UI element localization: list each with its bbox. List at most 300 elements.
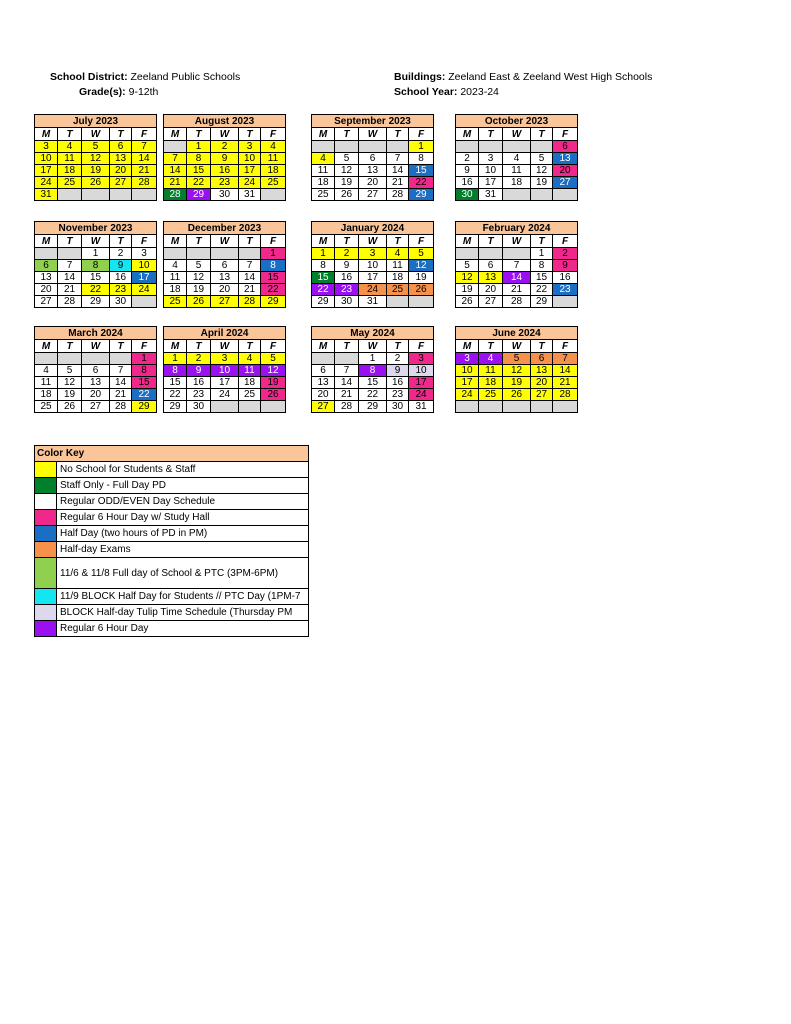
day-cell: 14 [132, 153, 157, 165]
weekday-header: T [110, 340, 132, 353]
month-title: January 2024 [312, 222, 434, 235]
day-cell: 18 [35, 389, 58, 401]
day-cell: 17 [456, 377, 479, 389]
weekday-header: F [409, 235, 434, 248]
day-cell: 9 [335, 260, 359, 272]
day-cell: 1 [132, 353, 157, 365]
color-swatch [35, 494, 57, 510]
month-calendar [455, 326, 578, 413]
day-cell: 8 [187, 153, 211, 165]
day-cell: 5 [503, 353, 531, 365]
day-cell [387, 141, 409, 153]
weekday-header: M [35, 340, 58, 353]
day-cell: 3 [132, 248, 157, 260]
day-cell [110, 353, 132, 365]
day-cell [553, 401, 578, 413]
day-cell: 25 [35, 401, 58, 413]
day-cell: 4 [312, 153, 335, 165]
day-cell: 5 [531, 153, 553, 165]
day-cell: 11 [164, 272, 187, 284]
day-cell: 30 [387, 401, 409, 413]
weekday-header: T [335, 340, 359, 353]
day-cell: 29 [531, 296, 553, 308]
day-cell: 18 [312, 177, 335, 189]
day-cell: 10 [239, 153, 261, 165]
day-cell: 21 [164, 177, 187, 189]
day-cell: 14 [503, 272, 531, 284]
day-cell: 13 [312, 377, 335, 389]
day-cell [35, 248, 58, 260]
day-cell: 14 [335, 377, 359, 389]
month-title: December 2023 [164, 222, 286, 235]
day-cell: 1 [82, 248, 110, 260]
color-key-label: Regular 6 Hour Day w/ Study Hall [57, 510, 309, 526]
grades-label: Grade(s): [79, 86, 126, 98]
day-cell [187, 248, 211, 260]
day-cell: 22 [187, 177, 211, 189]
day-cell: 9 [387, 365, 409, 377]
day-cell: 30 [110, 296, 132, 308]
day-cell: 21 [335, 389, 359, 401]
day-cell: 26 [58, 401, 82, 413]
day-cell: 11 [261, 153, 286, 165]
weekday-header: F [553, 235, 578, 248]
day-cell: 9 [187, 365, 211, 377]
day-cell: 8 [261, 260, 286, 272]
color-key-label: Regular 6 Hour Day [57, 621, 309, 637]
buildings-value: Zeeland East & Zeeland West High Schools [448, 71, 653, 83]
day-cell: 2 [335, 248, 359, 260]
month-title: May 2024 [312, 327, 434, 340]
day-cell: 6 [479, 260, 503, 272]
day-cell: 19 [409, 272, 434, 284]
day-cell [58, 248, 82, 260]
color-swatch [35, 526, 57, 542]
color-key-row [35, 621, 309, 637]
weekday-header: M [312, 340, 335, 353]
color-key-label: 11/9 BLOCK Half Day for Students // PTC Day (1PM-7 [57, 589, 309, 605]
day-cell: 2 [387, 353, 409, 365]
day-cell: 3 [409, 353, 434, 365]
day-cell: 20 [531, 377, 553, 389]
day-cell: 1 [359, 353, 387, 365]
weekday-header: T [239, 128, 261, 141]
day-cell: 17 [479, 177, 503, 189]
day-cell [553, 189, 578, 201]
buildings-label: Buildings: [394, 71, 446, 83]
color-key-label: Staff Only - Full Day PD [57, 478, 309, 494]
day-cell: 30 [456, 189, 479, 201]
day-cell: 26 [335, 189, 359, 201]
day-cell: 24 [456, 389, 479, 401]
day-cell: 18 [164, 284, 187, 296]
day-cell: 14 [58, 272, 82, 284]
day-cell: 3 [456, 353, 479, 365]
day-cell [211, 248, 239, 260]
day-cell: 24 [35, 177, 58, 189]
day-cell: 6 [359, 153, 387, 165]
day-cell: 14 [387, 165, 409, 177]
weekday-header: T [479, 340, 503, 353]
day-cell: 29 [359, 401, 387, 413]
day-cell: 27 [531, 389, 553, 401]
day-cell: 4 [503, 153, 531, 165]
month-title: April 2024 [164, 327, 286, 340]
color-key-label: No School for Students & Staff [57, 462, 309, 478]
day-cell: 8 [409, 153, 434, 165]
day-cell: 25 [312, 189, 335, 201]
weekday-header: T [387, 235, 409, 248]
month-calendar [34, 114, 157, 201]
day-cell [58, 353, 82, 365]
month-calendar [311, 221, 434, 308]
day-cell [553, 296, 578, 308]
day-cell: 28 [335, 401, 359, 413]
weekday-header: W [359, 128, 387, 141]
weekday-header: T [187, 340, 211, 353]
day-cell: 22 [132, 389, 157, 401]
weekday-header: W [503, 128, 531, 141]
day-cell: 6 [110, 141, 132, 153]
color-key-label: Half-day Exams [57, 542, 309, 558]
color-swatch [35, 542, 57, 558]
weekday-header: W [211, 340, 239, 353]
day-cell: 13 [479, 272, 503, 284]
day-cell: 27 [211, 296, 239, 308]
day-cell: 20 [312, 389, 335, 401]
weekday-header: T [110, 235, 132, 248]
day-cell: 1 [164, 353, 187, 365]
color-key-row [35, 589, 309, 605]
day-cell [479, 401, 503, 413]
day-cell: 8 [531, 260, 553, 272]
day-cell: 27 [359, 189, 387, 201]
day-cell: 30 [211, 189, 239, 201]
day-cell [335, 353, 359, 365]
day-cell: 12 [187, 272, 211, 284]
day-cell: 20 [211, 284, 239, 296]
month-title: June 2024 [456, 327, 578, 340]
day-cell: 15 [312, 272, 335, 284]
day-cell [35, 353, 58, 365]
color-swatch [35, 510, 57, 526]
month-calendar [311, 114, 434, 201]
day-cell: 31 [409, 401, 434, 413]
weekday-header: W [359, 340, 387, 353]
color-swatch [35, 605, 57, 621]
day-cell: 25 [387, 284, 409, 296]
day-cell: 6 [553, 141, 578, 153]
day-cell: 21 [503, 284, 531, 296]
day-cell: 16 [387, 377, 409, 389]
day-cell: 28 [110, 401, 132, 413]
color-key-label: Half Day (two hours of PD in PM) [57, 526, 309, 542]
school-year-value: 2023-24 [460, 86, 499, 98]
day-cell: 24 [359, 284, 387, 296]
day-cell: 20 [82, 389, 110, 401]
day-cell: 24 [239, 177, 261, 189]
day-cell [479, 248, 503, 260]
day-cell: 21 [239, 284, 261, 296]
day-cell: 13 [35, 272, 58, 284]
day-cell: 25 [58, 177, 82, 189]
day-cell: 10 [211, 365, 239, 377]
day-cell: 21 [58, 284, 82, 296]
day-cell [132, 189, 157, 201]
weekday-header: M [456, 128, 479, 141]
color-swatch [35, 462, 57, 478]
day-cell: 15 [132, 377, 157, 389]
weekday-header: F [409, 340, 434, 353]
day-cell: 29 [312, 296, 335, 308]
day-cell: 22 [82, 284, 110, 296]
day-cell: 15 [261, 272, 286, 284]
color-key [34, 445, 309, 637]
day-cell: 13 [82, 377, 110, 389]
day-cell: 24 [409, 389, 434, 401]
day-cell: 5 [82, 141, 110, 153]
day-cell: 12 [261, 365, 286, 377]
weekday-header: F [553, 340, 578, 353]
day-cell: 29 [409, 189, 434, 201]
day-cell: 31 [359, 296, 387, 308]
day-cell: 11 [35, 377, 58, 389]
day-cell: 2 [553, 248, 578, 260]
month-title: September 2023 [312, 115, 434, 128]
day-cell: 7 [387, 153, 409, 165]
day-cell: 30 [187, 401, 211, 413]
month-calendar [34, 326, 157, 413]
weekday-header: T [58, 128, 82, 141]
day-cell: 8 [164, 365, 187, 377]
weekday-header: W [82, 128, 110, 141]
day-cell: 1 [312, 248, 335, 260]
day-cell [531, 401, 553, 413]
weekday-header: T [335, 128, 359, 141]
day-cell [82, 353, 110, 365]
day-cell: 26 [261, 389, 286, 401]
day-cell: 10 [409, 365, 434, 377]
day-cell [82, 189, 110, 201]
day-cell [409, 296, 434, 308]
day-cell: 20 [553, 165, 578, 177]
day-cell: 14 [239, 272, 261, 284]
day-cell: 5 [456, 260, 479, 272]
day-cell: 4 [479, 353, 503, 365]
day-cell: 7 [335, 365, 359, 377]
day-cell [211, 401, 239, 413]
day-cell: 6 [312, 365, 335, 377]
day-cell: 15 [187, 165, 211, 177]
day-cell: 5 [58, 365, 82, 377]
day-cell: 10 [35, 153, 58, 165]
day-cell: 16 [335, 272, 359, 284]
day-cell: 26 [503, 389, 531, 401]
weekday-header: W [359, 235, 387, 248]
day-cell: 22 [164, 389, 187, 401]
day-cell: 10 [132, 260, 157, 272]
day-cell: 5 [187, 260, 211, 272]
day-cell: 10 [479, 165, 503, 177]
day-cell: 6 [35, 260, 58, 272]
weekday-header: T [387, 128, 409, 141]
day-cell: 23 [335, 284, 359, 296]
day-cell: 25 [261, 177, 286, 189]
day-cell: 12 [503, 365, 531, 377]
day-cell [503, 189, 531, 201]
color-key-row [35, 542, 309, 558]
day-cell: 14 [110, 377, 132, 389]
day-cell: 16 [553, 272, 578, 284]
day-cell [335, 141, 359, 153]
day-cell: 23 [187, 389, 211, 401]
school-year-label: School Year: [394, 86, 458, 98]
day-cell: 27 [35, 296, 58, 308]
day-cell: 11 [239, 365, 261, 377]
month-calendar [455, 221, 578, 308]
district-label: School District: [50, 71, 128, 83]
day-cell: 26 [82, 177, 110, 189]
buildings-line [394, 71, 652, 83]
day-cell: 10 [456, 365, 479, 377]
day-cell [312, 141, 335, 153]
day-cell: 14 [553, 365, 578, 377]
day-cell: 31 [239, 189, 261, 201]
day-cell: 3 [359, 248, 387, 260]
weekday-header: W [82, 340, 110, 353]
day-cell: 1 [409, 141, 434, 153]
day-cell: 12 [58, 377, 82, 389]
day-cell: 20 [35, 284, 58, 296]
day-cell: 15 [531, 272, 553, 284]
day-cell: 9 [456, 165, 479, 177]
day-cell: 3 [35, 141, 58, 153]
weekday-header: T [187, 235, 211, 248]
weekday-header: W [503, 235, 531, 248]
day-cell: 1 [531, 248, 553, 260]
day-cell [261, 189, 286, 201]
district-value: Zeeland Public Schools [130, 71, 241, 83]
day-cell: 11 [503, 165, 531, 177]
weekday-header: F [261, 340, 286, 353]
weekday-header: M [35, 235, 58, 248]
day-cell: 19 [503, 377, 531, 389]
day-cell: 11 [387, 260, 409, 272]
day-cell: 21 [553, 377, 578, 389]
day-cell [456, 248, 479, 260]
day-cell: 16 [187, 377, 211, 389]
grades-value: 9-12th [128, 86, 159, 98]
month-calendar [34, 221, 157, 308]
day-cell: 27 [82, 401, 110, 413]
day-cell [58, 189, 82, 201]
day-cell: 25 [164, 296, 187, 308]
color-swatch [35, 558, 57, 589]
day-cell: 9 [553, 260, 578, 272]
day-cell: 15 [409, 165, 434, 177]
weekday-header: T [239, 235, 261, 248]
weekday-header: T [58, 235, 82, 248]
day-cell: 29 [164, 401, 187, 413]
weekday-header: T [531, 128, 553, 141]
day-cell: 7 [164, 153, 187, 165]
day-cell [456, 401, 479, 413]
day-cell: 9 [110, 260, 132, 272]
day-cell: 20 [359, 177, 387, 189]
weekday-header: F [132, 340, 157, 353]
color-key-row [35, 526, 309, 542]
weekday-header: M [312, 128, 335, 141]
color-key-row [35, 558, 309, 589]
weekday-header: T [531, 340, 553, 353]
day-cell: 7 [110, 365, 132, 377]
weekday-header: F [553, 128, 578, 141]
day-cell: 17 [409, 377, 434, 389]
grades-line [79, 86, 158, 98]
month-calendar [163, 114, 286, 201]
day-cell: 2 [187, 353, 211, 365]
day-cell [164, 141, 187, 153]
day-cell: 28 [239, 296, 261, 308]
district-line [50, 71, 240, 83]
day-cell: 19 [531, 177, 553, 189]
day-cell: 4 [261, 141, 286, 153]
day-cell: 28 [387, 189, 409, 201]
day-cell: 29 [187, 189, 211, 201]
day-cell: 7 [553, 353, 578, 365]
day-cell: 18 [261, 165, 286, 177]
day-cell: 4 [164, 260, 187, 272]
weekday-header: F [132, 128, 157, 141]
day-cell: 12 [82, 153, 110, 165]
day-cell: 22 [312, 284, 335, 296]
day-cell: 21 [387, 177, 409, 189]
weekday-header: M [456, 340, 479, 353]
weekday-header: M [164, 340, 187, 353]
day-cell: 16 [211, 165, 239, 177]
day-cell: 9 [211, 153, 239, 165]
day-cell: 12 [409, 260, 434, 272]
weekday-header: T [239, 340, 261, 353]
day-cell: 27 [553, 177, 578, 189]
day-cell: 21 [110, 389, 132, 401]
day-cell: 30 [335, 296, 359, 308]
day-cell: 3 [479, 153, 503, 165]
weekday-header: M [312, 235, 335, 248]
weekday-header: F [132, 235, 157, 248]
color-key-row [35, 510, 309, 526]
day-cell: 20 [479, 284, 503, 296]
day-cell: 7 [132, 141, 157, 153]
day-cell: 26 [456, 296, 479, 308]
day-cell: 19 [335, 177, 359, 189]
day-cell: 19 [58, 389, 82, 401]
day-cell [110, 189, 132, 201]
weekday-header: W [211, 128, 239, 141]
day-cell: 28 [132, 177, 157, 189]
day-cell: 4 [387, 248, 409, 260]
day-cell: 28 [553, 389, 578, 401]
day-cell: 13 [553, 153, 578, 165]
weekday-header: W [82, 235, 110, 248]
day-cell [239, 248, 261, 260]
day-cell: 7 [58, 260, 82, 272]
day-cell: 18 [503, 177, 531, 189]
weekday-header: T [58, 340, 82, 353]
day-cell: 23 [387, 389, 409, 401]
color-swatch [35, 621, 57, 637]
day-cell: 27 [110, 177, 132, 189]
